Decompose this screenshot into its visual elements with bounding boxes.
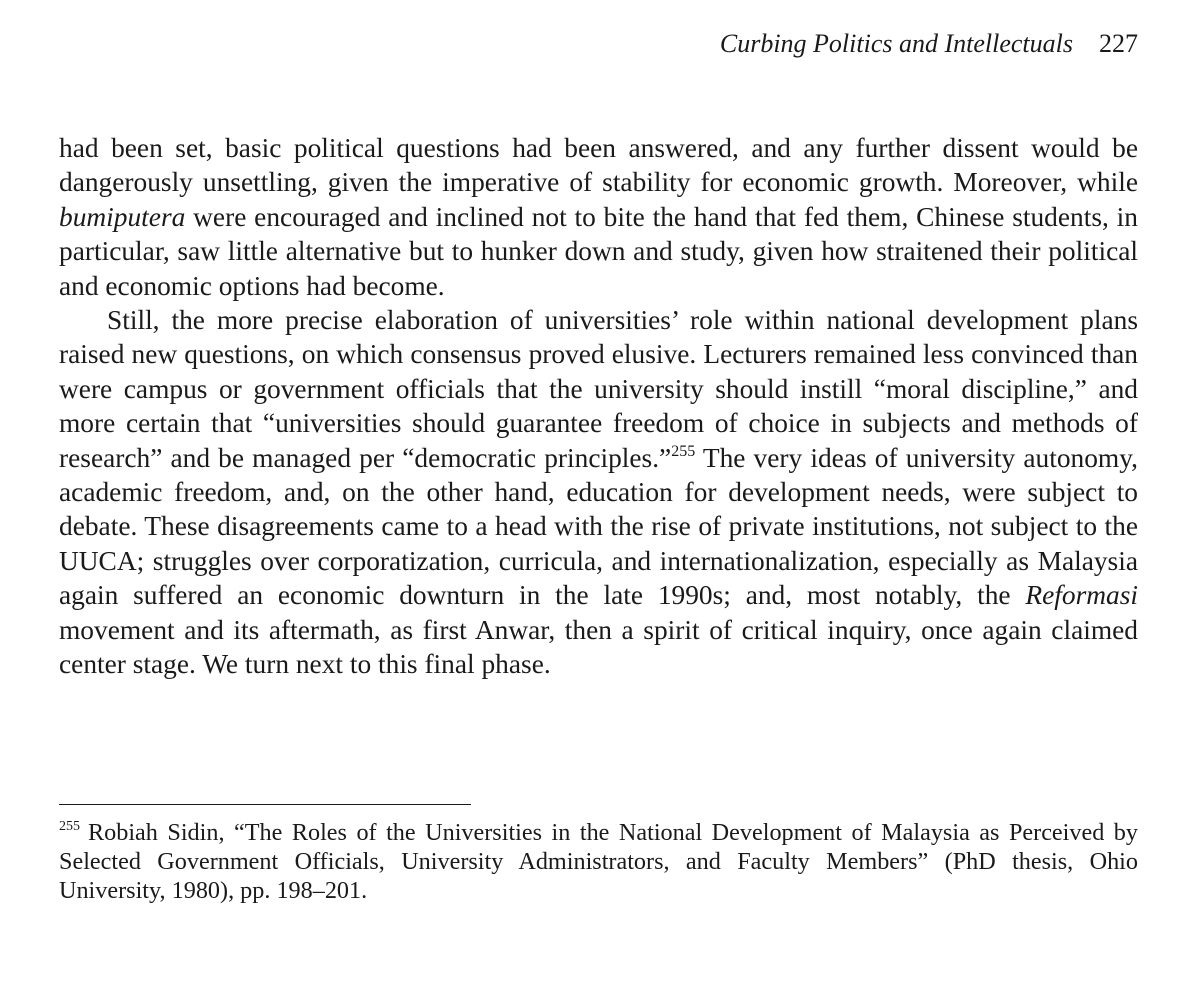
paragraph-2 [59, 303, 1138, 681]
paragraph-1 [59, 131, 1138, 303]
paragraph-1-text-b: were encouraged and inclined not to bite the hand that fed them, Chinese students, in particular, saw little alternative but to hunker down and study, given how straitened their political and economic options had become. [59, 201, 1138, 301]
paragraph-1-italic-term: bumiputera [59, 201, 186, 232]
paragraph-1-text-a: had been set, basic political questions had been answered, and any further dissent would be dangerously unsettling, given the imperative of stability for economic growth. Moreover, while [59, 133, 1138, 198]
paragraph-2-text-a: Still, the more precise elaboration of universities’ role within national development plans raised new questions, on which consensus proved elusive. Lecturers remained less convinced than were campus or government officials that the university should instill “moral discipline,” and more certain that “universities should guarantee freedom of choice in subjects and methods of research” and be managed per “democratic principles.” [59, 305, 1138, 473]
page-number: 227 [1099, 29, 1138, 58]
paragraph-2-italic-term: Reformasi [1025, 580, 1138, 611]
footnote-number: 255 [59, 819, 80, 834]
running-head-title: Curbing Politics and Intellectuals [719, 29, 1073, 58]
paragraph-2-text-c: movement and its aftermath, as first Anwar, then a spirit of critical inquiry, once again claimed center stage. We turn next to this final phase. [59, 614, 1138, 680]
running-head [720, 28, 1138, 60]
footnote-reference: 255 [671, 442, 696, 460]
footnote-text: Robiah Sidin, “The Roles of the Universities in the National Development of Malaysia as Perceived by Selected Government Officials, University Administrators, and Faculty Members” (PhD thesis, Ohio University, 1980), pp. 198–201. [59, 819, 1138, 904]
body-text [59, 131, 1138, 682]
paragraph-2-text-b: The very ideas of university autonomy, academic freedom, and, on the other hand, education for development needs, were subject to debate. These disagreements came to a head with the rise of private institutions, not subject to the UUCA; struggles over corporatization, curricula, and internationalization, especially as Malaysia again suffered an economic downturn in the late 1990s; and, most notably, the [59, 442, 1138, 611]
footnote [59, 818, 1138, 905]
footnote-divider [59, 804, 471, 805]
